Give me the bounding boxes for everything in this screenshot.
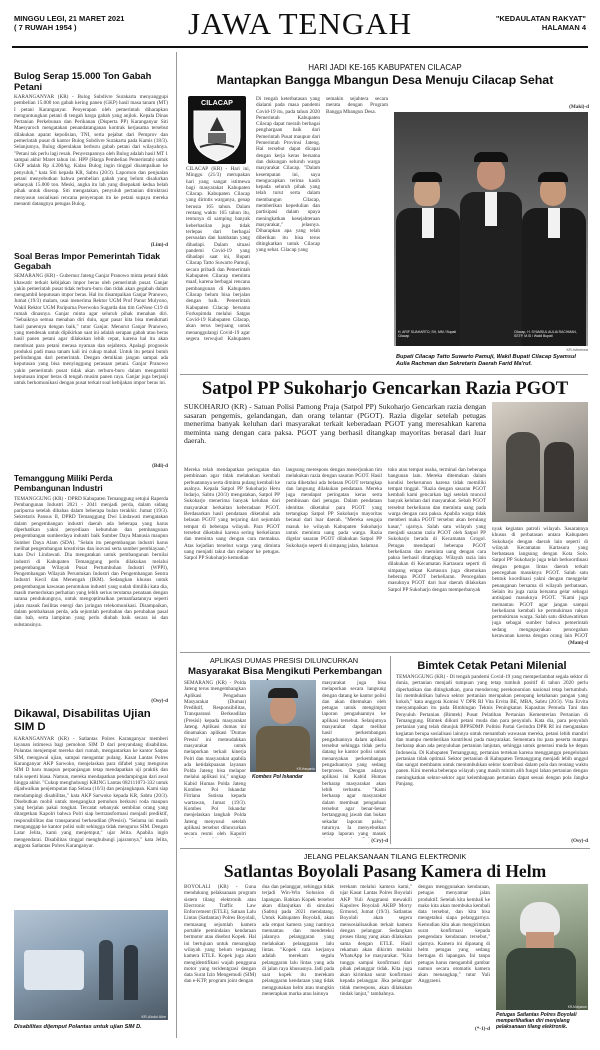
pgot-body-col1: Mereka telah mendapatkan peringatan dan pembinaan agar tidak melakukan kembali perbuatannya serta diminta pulang kembali ke asalnya. Kepala Satpol PP Sukoharjo Heru Indarjo, Sabtu (20/3) mengatakan, Satpol PP Sukoharjo menerima banyak keluhan dari masyarakat berkaitan keberadaan PGOT. Berdasarkan hasil pendataan diketahui ada belasan PGOT yang terjaring dari sejumlah tempat di beberapa wilayah. Para PGOT tersebut diketahui karena sering berkeliaran dan meminta uang dengan cara memaksa. Atas kejadian tersebut warga yang diminta uang menjadi takut dan melapor ke petugas. Satpol PP Sukoharjo kemudian [184,467,280,562]
cilacap-logo-label: CILACAP [201,98,233,107]
article-title-bulog: Bulog Serap 15.000 Ton Gabah Petani [14,70,152,92]
pgot-body-col4: nyak kegiatan patroli wilayah. Sasarannya khusus di perbatasan antara Kabupaten Sukoharjo dengan daerah lain seperti di wilayah Kecamatan Kartasura yang berbatasan langsung dengan Kota Solo. Satpol PP Sukoharjo juga telah berkoordinasi dengan petugas lintas daerah terkait pencegahan masuknya PGOT. Salah satu bentuk koordinasi yakni dengan menggelar penanganan bersama di wilayah perbatasan. Selain itu juga razia bersama gelar sebagai antisipasi masuknya PGOT. "Kami juga memantau PGOT agar jangan sampai berkeliaran kembali ke permukiman rakyat permukiman warga. Salah satu dikhawatirkan juga sebagai sumber bahwa pemerintah sedang mengupayakan pencegahan kerawanan karena dengan orang lain PGOT [492,526,588,638]
masthead-title: JAWA TENGAH [187,6,413,41]
bimtek-body: TEMANGGUNG (KR) - Di tengah pandemi Covid-19 yang memperlambat segala sektor di dunia, pertanian menjadi tumpuan yang tetap tumbuh positif di tahun 2020 perlu diperhatikan dan ditingkatkan, guna mendorong perekonomian nasional tetap bertumbuh. Ini membuktikan bahwa sektor pertanian merupakan penopang ketahanan pangan yang kokoh," kata anggota Komisi V DPR RI Vita Ervita BE, MBA, Sabtu (20/3). Vita Ervita menyampaikan itu pada Bimbingan Teknis Peningkatan Kapasitas Pemuda Tani dan Penyuluh Pertanian (Bimtek) Pusat Pelatihan Pertanian Kementerian Pertanian di Temanggung. Bimtek diikuti petani muda dan para penyuluh. Kata dia, para penyuluh pertanian yang telah ditunjuk BPPSDMP. Politisi Partai Gerindra DPR RI ini mengatakan kegiatan berupa sosialisasi lainnya untuk menambah wawasan mereka, petani lebih mandiri dan mampu memberikan kontribusi pada masyarakat. Sementara itu para peserta mampu berharap akan ada penyuluhan pertanian lanjutan, sehingga untuk generasi muda ke depan Indonesia. Di Kabupaten Temanggung, pertanian tertekan karena mengganggu pengelolaan pertanian tidak optimal. Sektor pertanian di Kabupaten Temanggung menjadi lebih unggul dan sangat membantu untuk menumbuhkan sektor kontribusi dalam pola dan rentang waktu panen. Kini mereka beberapa wilayah yang masih minim alih fungsi lahan pertanian dengan meningkatkan sektor-sektor agar kelembagaan pertanian dapat sesuai dengan pola Jangka Panjang. [396,674,588,788]
edition-date-javanese: ( 7 RUWAH 1954 ) [14,23,77,32]
photo-credit-left: KR-Abdul Alim [141,1015,166,1019]
article-sign-bulog: (Lim)-d [150,242,168,248]
pgot-body-col3-text: toko atau tempat usaha, terminal dan beberapa bangunan lain. Mereka ditemukan dalam kondisi berkerumun karena tidak memiliki tempat tinggal. "Razia dengan sasaran PGOT kembali kami gencarkan lagi setelah muncul banyak keluhan dari masyarakat. Sebab PGOT tersebut berkeliaran dan meminta uang pada warga dengan cara paksa. Apabila warga tidak memberi maka PGOT tersebut akan berulang kasar," ujarnya. Salah satu wilayah yang menjadi sasaran razia PGOT oleh Satpol PP Sukoharjo berada di Kecamatan Grogol. Petugas mendapati beberapa PGOT berkeliaran dan meminta uang dengan cara paksa berhasil ditangkap. Wilayah razia lain dilakukan di Kecamatan Kartasura seperti di simpang empat Kartasura juga ditemukan beberapa PGOT berkeliaran. Pencegahan masuknya PGOT dari luar daerah dilakukan Satpol PP Sukoharjo dengan memperbanyak [388,467,486,593]
boyolali-photo [496,884,588,1010]
pgot-body-col2: langsung merespons dengan menerjunkan tim melakukan razia dengan sasaran PGOT. Hasil razia diketahui ada belasan PGOT tertangkap dan langsung dilakukan pendataan. Mereka juga mendapat peringatan keras serta pembinaan dari petugas. Dalam pendataan identitas diketahui para PGOT yang tertangkap Satpol PP Sukoharjo mayoritas berasal dari luar daerah. "Mereka sengaja masuk ke wilayah Kabupaten Sukoharjo untuk meminta uang pada warga. Razia digelar sasaran PGOT dilakukan Satpol PP Sukoharjo seperti di simpang jalan, halaman [286,467,382,549]
boyolali-credit: KR-Mulyanon [567,1005,587,1009]
cilacap-photo-caption-left: H. ARIF SUAHARTO, SH, MM / Bupati Cilacap [398,330,457,338]
boyolali-title: Satlantas Boyolali Pasang Kamera di Helm [223,861,547,881]
boyolali-body-col1: BOYOLALI (KR) - Guna mendukung pelaksanaan program sistem tilang elektronik atau Electronic Traffic Law Enforcement (ETLE), Satuan Lalu Lintas (Satlantas) Polres Boyolali, memasang sejumlah kamera portable pemindaian kendaraan bermotor atau disebut Kopek. Hal ini bertujuan untuk menangkap wilayah yang belum terpasang kamera ETLE. Kopek juga akan mengidentifikasi wajah pengguna motor yang teridentgrasi dengan data Surat Izin Mengemudi (SIM) dan e-KTP, program joint dengan [184,884,256,985]
presisi-caption: Kombes Pol Iskandar [252,774,303,780]
pgot-title: Satpol PP Sukoharjo Gencarkan Razia PGOT [201,378,569,399]
presisi-kicker: APLIKASI DUMAS PRESISI DILUNCURKAN [209,656,359,665]
presisi-title: Masyarakat Bisa Mengikuti Perkembangan [187,666,383,677]
boyolali-end: (*-1)-d [475,1026,490,1032]
pgot-end: (Mam)-d [568,640,588,646]
bimtek-title: Bimtek Cetak Petani Milenial [417,660,567,672]
boyolali-top-rule [180,848,590,849]
cilacap-title: Mantapkan Bangga Mbangun Desa Menuju Cilacap Sehat [216,73,554,87]
article-body-beras: SEMARANG (KR) - Gubernur Jateng Ganjar Pranowo minta petani tidak khawatir terkait kebijakan impor beras oleh pemerintah pusat. Ganjar yakin pemerintah pusat tidak terburu-buru dan tidak akan gegabah dalam mengambil keputusan impor beras. Hal itu disampaikan Ganjar Pranowo, Jumat (19/3) malam, usai menerima Rektor UGM Prof Panut Mulyono, Wakil Rektor UGM Paripurna Poerwoko Sugarda dan tim GeNose C19 di rumah dinasnya. Ganjar minta agar seluruh pihak menahan diri. "Sebaiknya semua menahan diri dulu, agar pasar kita bisa menikmati hasil panennya dengan baik," tutur Ganjar. Menurut Ganjar Pranowo, yang mendesak untuk dipikirkan saat ini adalah serapan gabah atau beras hasil panen petani agar dilakukan lebih cepat, karena hal itu akan membuat para petani merasa nyaman dan sejahtera. Apalagi prognosis produksi padi masa tanam kali ini cukup mahal. Untuk itu petani butuh perlindungan dari pemerintah. Dengan demikian jangan sampai ada keputusan yang bisa menyinggung perasaan petani. Ganjar Pranowo yakin pemerintah pusat tidak akan terburu-buru dalam mengambil keputusan impor beras di tengah musim panen raya. Ganjar juga berjanji untuk berkomunikasi dengan pusat terkait soal kebijakan impor beras ini. [14,273,168,387]
presisi-photo [250,680,316,772]
caption-disabilitas: Disabilitas dijemput Polantas untuk ujian SIM D. [14,1024,142,1030]
pgot-top-rule [180,374,588,375]
cilacap-photo [394,112,588,346]
article-title-perda: Temanggung Miliki Perda Pembangunan Industri [14,473,113,493]
article-title-beras: Soal Beras Impor Pemerintah Tidak Gegabah [14,251,161,272]
presisi-top-rule [180,652,590,653]
masthead-slogan: "KEDAULATAN RAKYAT" [495,14,586,23]
cilacap-photo-caption-right: Cilacap, H. SYAMSUL AULIA RACHMAN, SSTP, M.Si / Wakil Bupati [514,330,577,338]
mid-divider [390,656,391,844]
article-body-sim: KARANGANYAR (KR) - Satlantas Polres Karanganyar memberi layanan istimewa bagi pemohon SIM D dari penyandang disabilitas. Polantas menjemput mereka dari rumah, mengantarkan ke kantor Satpas SIM, mengawal ujian, sampai mengantar pulang. Kasat Lantas Polres Karanganyar AKP Sarwoko, menjelaskan para difabel yang mengurus SIM D baru maupun perpanjangan tetap mendapatkan uji praktik dan tulis seperti biasa. Namun, mereka mendapatkan pendampingan dari awal hingga akhir. "Cukup menghubungi KRING Lantas 082111073-332 untuk dijadwalkan penjemputan tiap Selasa (16/3) dan penjangkapan. Kami siap mendampingi disabilitas," kata AKP Sarwoko kepada KR, Sabtu (20/3). Disebutkan mobil untuk mengangkut pemohon berkursi roda maupun yang berjalan pakai tongkat. Tercatat sebanyak sembilan orang yang ditargetkan Kapolri bahwa Polri siap bertransformasi menjadi prediktif, responsibilitas dan transparansi berkeadilan (Presisi). "Selama ini masih menganggap ke kantor polisi sulit sehingga tidak mengurus SIM. Dengan Latar Jelita, kami yang menjemput," ujar Jelita. Apabila ingin mengendarai. Disabilitas tinggal menghubungi jajarannya," kata Jelita, anggota Satlantas Polres Karanganyar. [14,735,168,849]
cilacap-body-col3-text: semakin sejahtera secara merata dengan Program Bangga Mbangun Desa. [326,96,388,115]
cilacap-credit: KR-Istimewa [566,348,588,352]
official-figure-right [522,172,586,346]
presisi-end: (Cry)-d [371,838,388,844]
masthead-rule [12,46,588,48]
article-body-bulog: KARANGANYAR (KR) - Bulog Subdivre Surakarta menyanggupi pembelian 15.000 ton gabah kering panen (GKP) hasil masa tanam (MT) I petani Karanganyar. Penyerapan oleh pemerintah diharapkan menguntungkan petani di tengah harga gabah yang anjlok. Kepala Dinas Pertanian Perkebunan dan Perikanan (Disperta PP) Karanganyar Siti Maesyaroch mengatakan penandatanganan kontrak kerjasama tersebut dilakukan aparat kepolisian, TNI, serta pejabat dari Pemprov dan pemerintah pusat di kantor Bulog Subdivre Surakarta pada Kamis (18/3). Selanjutnya, Bulog diperslakan berburu gabah petani dari wilayahnya. "Petani tak perlu lagi resah. Penyerapannya oleh Bulog adalah hasil MT 1 sampai akhir Maret tahun ini. HPP (Harga Pembelian Pemerintah) untuk GKP adalah Rp 4.200/kg. Kalau Bulog ingin tinggal disampaikan ke penyuluh," kata Siti kepada KR, Sabtu (20/3). Lapornon dan penjualan petani menyebutkan bahwa pembelian gabah yang belum disalurkan sebanyak 15.000 ton. Meski, angka itu lah yang disepakati kedua belah pihak untuk diserap. Siti mengatakan, penyuluh pertanian ditruktrasi menyusun sosialisasi rencana penyerapan itu ke petani supaya mereka menanti datangnya petugas Bulog. [14,94,168,208]
presisi-body-col2: masyarakat juga bisa melaporkan secara langsung dengan datang ke kantor polisi dan akan ditemukan oleh petugas untuk mengimput laporan pengaduannya ke aplikasi tersebut. Selanjutnya masyarakat dapat melihat hasil perkembangan pengaduannya dalam aplikasi tersebut sehingga tidak perlu datang ke kantor polisi untuk menanyakan perkembangan pengaduannya yang sedang berproses. Dengan adanya aplikasi ini Kabid Humas berharap masyarakat akan lebih terbantu. "Kami berharap agar masyarakat dalam membuat pengaduan tersebut agar benar-benar bertanggung jawab dan bukan sekadar laporan palsu," tuturnya. Ia menyebutkan setiap laporan yang masuk [322,680,386,838]
boyolali-body-col3: terekam melalui kamera kami," ujar Kasat Lantas Polres Boyolali AKP Yuli Anggraeni mewakili Kapolres Boyolali AKBP Morry Ermond, Jumat (19/3). Satlantas Boyolali akan segera mensosialisasikan terkait kamera dengan pelanggar. Sedangkan proses tilang yang akan dilakukan sama dengan ETLE. Hasil rekaman akan dikirim melalui WhatsApp ke masyarakat. "Kita tunggu sampai konfirmasi dari pihak pelanggar tidak. Kita juga akan kirimkan surat konfirmasi kepada pelanggar. Jika pelanggar tidak merespons, akan dilakukan tindak lanjut," tambahnya. [340,884,412,998]
cilacap-logo [188,96,246,164]
left-sidebar [14,50,168,1038]
presisi-credit: KR-Haryanto [296,767,315,771]
photo-disabilitas [14,910,168,1020]
pgot-photo [492,402,588,522]
edition-date: MINGGU LEGI, 21 MARET 2021 [14,14,125,23]
cilacap-end: (Maki)-d [569,104,589,110]
article-body-perda: TEMANGGUNG (KR) - DPRD Kabupaten Temanggung setujui Raperda Pembangunan Industri 2021 - 2041 menjadi perda, dalam sidang paripurna setelah dibahas dalam beberapa bulan terakhir. Jumat (19/3). Sekretaris Pansus II, DPRD Temanggung Dwi Lindawati mengatakan dalam pengembangan industri daerah ada beberapa yang harus diperhatikan yakni penyediaan kebutuhan dan pembangunan pengembangan sumberdaya industri baik Sumber Daya Manusia maupun Sumber Daya Alam (SDA). "Selain itu pengembangan industri harus melihat pengembangan kreativitas dan inovasi serta sumber pembiayaan," kata Dwi Lindawati. Dia mengatakan untuk pembangunan bernilai industri di Kabupaten Temanggung perlu dilakukan melalui pengembangan Wilayah Pusat Pertumbuhan Industri (WPPI), Pengembangan Wilayah Peruntukan Industri dan Pengembangan Sentra Industri Kecil dan Menengah (IKM). Sedangkan khusus untuk pengembangan kawasan peruntukan industri yang sudah dimiliki kata dia, masih memerlukan perhatian yang lebih serius terutama penataan dengan sarana pendukungnya, untuk mengoptimalkan pemanfaatannya seperti jalan masuk fasilitas energi dan jaringan telekomunikasi. Disampaikan, dalam pembahasan perda, ada sejumlah perubahan dan perubahan pasal dan bab, serta lampiran yang perlu diubah baik secara isi dan substansinya. [14,495,168,628]
pgot-lead: SUKOHARJO (KR) - Satuan Polisi Pamong Praja (Satpol PP) Sukoharjo Gencarkan razia dengan sasaran pengemis, gelandangan, dan orang telantar (PGOT). Razia digelar setelah petugas menerima banyak keluhan dari masyarakat terkait keberadaan PGOT yang meresahkan karena meminta uang dengan cara paksa. PGOT yang berhasil ditangkap mayoritas berasal dari luar daerah. [184,402,486,446]
boyolali-body-col4: dengan menggunakan kendaraan, petugas menyamar jalan produktif. Setelah kita kembali ke mako kita akan membuka kembali data tersebut, dan kita bisa mengetahui siapa pelanggarnya. Kemudian kita akan mengirimkan surat konfirmasi kepada pengendara kendaraan tersebut," ujarnya. Kamera ini dipasang di helm petugas yang sedang bertugas di lapangan. Ini tanpa petugas harus mengambil gambar namun secara otomatis kamera akan menangkap," tutur Yuli Anggraeni. [418,884,490,985]
cilacap-body-col2-text: Di tengah keterbatasan yang dialami pada masa pandemi Covid-19 itu, pada tahun 2020 Pemerintah Kabupaten Cilacap dapat meraih berbagai penghargaan baik dari Pemerintah Pusat maupun dari Pemerintah Provinsi Jateng. Hal tersebut dapat dicapai dengan kerja keras bersama dan dukungan seluruh warga masyarakat Cilacap. "Dalam kesempatan ini, saya mengucapkan terima kasih kepada seluruh pihak yang telah turut serta dalam membangun Cilacap, memberikan kepedulian dan partisipasi dalam upaya meningkatkan kesejahteraan masyarakat," jelasnya. Diharapkan apa yang telah diberikan itu bisa terus ditingkatkan untuk Cilacap yang sehat. Cilacap yang [256,96,320,254]
bimtek-end: (Osy)-d [571,838,588,844]
official-figure-left [396,172,460,346]
boyolali-body-col2: dua dan pelanggar, sehingga tidak terjadi Win-Win Solusion di lapangan. Bahkan Kopek tersebut akan dilanjutkan di simulasi (Sabtu) pada 2021 mendatang. Untuk Kabupaten Boyolali, akan ada empat kamera yang nantinya memantau dan mendeteksi jalannya pelanggaran yang melakukan pelanggaran lalu lintas. "Kopek cara kerjanya adalah merekam segala pelanggaran lalu lintas yang ada di jalan raya khususnya. Jadi pada saat kopek itu merekam pelanggaran kendaraan yang tidak menggunakan helm atau mungkin menerapkan marka atau lainnya [262,884,334,998]
article-sign-perda: (Osy)-d [151,697,168,704]
boyolali-kicker: JELANG PELAKSANAAN TILANG ELEKTRONIK [303,852,467,861]
presisi-body-col1: SEMARANG (KR) - Polda Jateng terus mengembangkan Aplikasi Pengaduan Masyarakat (Dumas) Prediktif, Responsibilitas, Transparansi Berkeadilan (Presisi) kepada masyarakat Jateng. Aplikasi dumas ini dinamakan aplikasi 'Dumas Presisi' ini memudahkan masyarakat untuk melaporkan terkait kinerja Polri dan masyarakat apabila ada ketidakpuasan layanan Polda Jateng bisa melapor melalui aplikasi ini," ungkap Kabid Humas Polda Jateng Kombes Pol Iskandar Fitriana Sutisna kepada wartawan, Jumat (19/3). Kombes Pol Iskandar menjelaskan langkah Polda Jateng menyusul setelah aplikasi tersebut diluncurkan secara resmi oleh Kapolri [184,680,246,838]
cilacap-body-col1: CILACAP (KR) - Hari ini, Minggu (21/3) merupakan hari yang sangat istimewa bagi masyarakat Kabupaten Cilacap. Kabupaten Cilacap yang dirintis warganya, genap berusia 165 tahun. Dalam rentang waktu 165 tahun itu, tentunya di samping banyak keberhasilan juga tidak terlepas dari berbagai persoalan dan hambatan yang dihadapi. Dalam situasi pandemi Covid-19 yang dihadapi saat ini, Bupati Cilacap Tatto Suwarto Pamuji, secara pribadi dan Pemerintah Kabupaten Cilacap meminta maaf, karena berbagai rencana pembangunan di Kabupaten Cilacap belum bisa berjalan dengan baik. Pemerintah Kabupaten Cilacap bersama Forkopimda melalui Satgas Covid-19 Kabupaten Cilacap, akan terus berjuang untuk menanggulangi Covid-19 agar segera terwujud Kabupaten [186,166,250,342]
cilacap-caption: Bupati Cilacap Tatto Suwarto Pamuji, Wakil Bupati Cilacap Syamsul Aulia Rachman dan Sekretaris Daerah Farid Ma'ruf. [396,354,576,367]
official-figure-center [460,152,522,346]
cilacap-kicker: HARI JADI KE-165 KABUPATEN CILACAP [308,63,462,72]
boyolali-caption: Petugas Satlantas Polres Boyolali memperlihatkan diri menjelang pelaksanaan tilang elektronik. [496,1012,577,1030]
article-title-sim: Dikawal, Disabilitas Ujian SIM D [14,707,151,733]
cilacap-emblem-icon [188,107,246,163]
column-divider [176,52,177,1038]
article-sign-beras: (Bdi)-d [152,463,168,470]
page-number: HALAMAN 4 [541,23,586,32]
